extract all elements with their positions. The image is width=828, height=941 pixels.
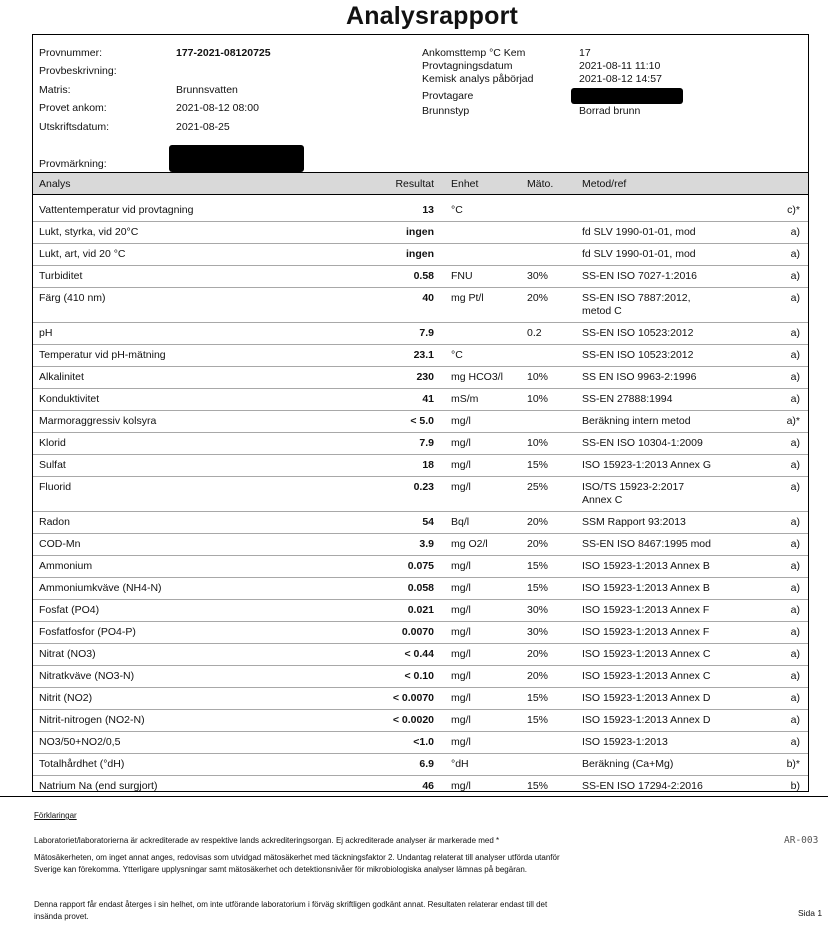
cell-mato: 10% bbox=[521, 433, 576, 455]
table-row bbox=[33, 578, 808, 600]
cell-analys: Totalhårdhet (°dH) bbox=[33, 754, 373, 776]
value-brunnstyp: Borrad brunn bbox=[579, 105, 641, 117]
cell-metod: SS-EN ISO 8467:1995 mod bbox=[576, 534, 746, 556]
cell-resultat: 46 bbox=[373, 776, 445, 793]
cell-note: a) bbox=[746, 622, 808, 644]
cell-note: a) bbox=[746, 389, 808, 411]
cell-analys: pH bbox=[33, 323, 373, 345]
cell-mato: 10% bbox=[521, 367, 576, 389]
cell-enhet: mg/l bbox=[445, 600, 521, 622]
table-row bbox=[33, 367, 808, 389]
cell-mato: 0.2 bbox=[521, 323, 576, 345]
cell-mato bbox=[521, 345, 576, 367]
table-row bbox=[33, 710, 808, 732]
cell-enhet: Bq/l bbox=[445, 512, 521, 534]
cell-mato bbox=[521, 244, 576, 266]
cell-analys: Fosfat (PO4) bbox=[33, 600, 373, 622]
cell-resultat: 0.58 bbox=[373, 266, 445, 288]
cell-mato: 10% bbox=[521, 389, 576, 411]
cell-resultat: 230 bbox=[373, 367, 445, 389]
cell-analys: Marmoraggressiv kolsyra bbox=[33, 411, 373, 433]
table-row bbox=[33, 622, 808, 644]
cell-enhet: mg/l bbox=[445, 556, 521, 578]
cell-enhet: mg/l bbox=[445, 666, 521, 688]
cell-note: a) bbox=[746, 266, 808, 288]
col-resultat: Resultat bbox=[373, 173, 445, 195]
cell-metod-line1: SS-EN ISO 7887:2012, bbox=[582, 292, 691, 304]
cell-resultat: 23.1 bbox=[373, 345, 445, 367]
cell-metod: Beräkning intern metod bbox=[576, 411, 746, 433]
cell-metod: ISO 15923-1:2013 Annex B bbox=[576, 578, 746, 600]
footer-accreditation-text: Laboratoriet/laboratorierna är ackrediterade av respektive lands ackrediteringsorgan. Ej ackrediterade analyser är markerade med * bbox=[34, 836, 500, 845]
cell-resultat: 0.075 bbox=[373, 556, 445, 578]
cell-note: a) bbox=[746, 323, 808, 345]
cell-analys: Temperatur vid pH-mätning bbox=[33, 345, 373, 367]
label-matris: Matris: bbox=[39, 84, 71, 96]
cell-enhet: mg/l bbox=[445, 578, 521, 600]
cell-metod: ISO 15923-1:2013 Annex D bbox=[576, 710, 746, 732]
cell-enhet: °C bbox=[445, 200, 521, 222]
table-row bbox=[33, 288, 808, 323]
table-row bbox=[33, 477, 808, 512]
cell-analys: Radon bbox=[33, 512, 373, 534]
cell-metod: ISO 15923-1:2013 Annex F bbox=[576, 600, 746, 622]
cell-mato bbox=[521, 754, 576, 776]
cell-enhet: mg O2/l bbox=[445, 534, 521, 556]
label-provtagare: Provtagare bbox=[422, 90, 474, 102]
cell-analys: Ammoniumkväve (NH4-N) bbox=[33, 578, 373, 600]
cell-metod: SS-EN ISO 10523:2012 bbox=[576, 345, 746, 367]
cell-resultat: < 0.10 bbox=[373, 666, 445, 688]
footer-uncertainty-text-2: Sverige kan förekomma. Ytterligare upplysningar samt mätosäkerhet och detektionsnivåer för mikrobiologiska analyser lämnas på begäran. bbox=[34, 865, 527, 874]
cell-analys: Alkalinitet bbox=[33, 367, 373, 389]
col-metod: Metod/ref bbox=[576, 173, 746, 195]
table-row bbox=[33, 512, 808, 534]
cell-resultat: 41 bbox=[373, 389, 445, 411]
cell-enhet: mg/l bbox=[445, 455, 521, 477]
cell-mato: 15% bbox=[521, 556, 576, 578]
cell-mato bbox=[521, 411, 576, 433]
cell-resultat: 54 bbox=[373, 512, 445, 534]
cell-note: a) bbox=[746, 477, 808, 512]
cell-analys: Ammonium bbox=[33, 556, 373, 578]
cell-metod bbox=[576, 477, 746, 512]
cell-resultat: 7.9 bbox=[373, 433, 445, 455]
cell-metod bbox=[576, 288, 746, 323]
cell-analys: Fluorid bbox=[33, 477, 373, 512]
cell-note: c)* bbox=[746, 200, 808, 222]
table-row bbox=[33, 389, 808, 411]
cell-enhet bbox=[445, 244, 521, 266]
cell-metod-line2: Annex C bbox=[582, 494, 623, 506]
table-row bbox=[33, 644, 808, 666]
cell-analys: Nitrit-nitrogen (NO2-N) bbox=[33, 710, 373, 732]
table-row bbox=[33, 222, 808, 244]
cell-mato: 30% bbox=[521, 622, 576, 644]
label-kemisk-analys: Kemisk analys påbörjad bbox=[422, 73, 534, 85]
cell-note: a) bbox=[746, 644, 808, 666]
table-row bbox=[33, 732, 808, 754]
cell-resultat: 40 bbox=[373, 288, 445, 323]
footer-uncertainty-text-1: Mätosäkerheten, om inget annat anges, redovisas som utvidgad mätosäkerhet med täckningsfaktor 2. Undantag relaterat till analyser utförda utanför bbox=[34, 853, 560, 862]
report-frame bbox=[32, 34, 809, 792]
cell-metod: ISO 15923-1:2013 Annex G bbox=[576, 455, 746, 477]
cell-metod: ISO 15923-1:2013 Annex C bbox=[576, 666, 746, 688]
cell-note: a) bbox=[746, 367, 808, 389]
cell-mato: 25% bbox=[521, 477, 576, 512]
cell-resultat: < 0.44 bbox=[373, 644, 445, 666]
cell-note: a) bbox=[746, 710, 808, 732]
label-brunnstyp: Brunnstyp bbox=[422, 105, 470, 117]
cell-note: a) bbox=[746, 732, 808, 754]
cell-resultat: 13 bbox=[373, 200, 445, 222]
cell-note: b)* bbox=[746, 754, 808, 776]
table-row bbox=[33, 244, 808, 266]
value-kemisk-analys: 2021-08-12 14:57 bbox=[579, 73, 662, 85]
cell-note: a) bbox=[746, 222, 808, 244]
report-title: Analysrapport bbox=[345, 2, 519, 30]
cell-note: a) bbox=[746, 512, 808, 534]
cell-note: a) bbox=[746, 666, 808, 688]
cell-resultat: 6.9 bbox=[373, 754, 445, 776]
value-matris: Brunnsvatten bbox=[176, 84, 238, 96]
cell-enhet bbox=[445, 222, 521, 244]
cell-enhet bbox=[445, 323, 521, 345]
cell-resultat: < 5.0 bbox=[373, 411, 445, 433]
cell-mato: 20% bbox=[521, 288, 576, 323]
table-row bbox=[33, 345, 808, 367]
cell-metod: SS EN ISO 9963-2:1996 bbox=[576, 367, 746, 389]
table-row bbox=[33, 266, 808, 288]
cell-enhet: mg Pt/l bbox=[445, 288, 521, 323]
cell-mato: 15% bbox=[521, 688, 576, 710]
cell-resultat: 3.9 bbox=[373, 534, 445, 556]
cell-analys: Fosfatfosfor (PO4-P) bbox=[33, 622, 373, 644]
cell-resultat: 0.0070 bbox=[373, 622, 445, 644]
cell-analys: NO3/50+NO2/0,5 bbox=[33, 732, 373, 754]
table-row bbox=[33, 433, 808, 455]
label-utskriftsdatum: Utskriftsdatum: bbox=[39, 121, 110, 133]
cell-mato bbox=[521, 222, 576, 244]
cell-resultat: <1.0 bbox=[373, 732, 445, 754]
page-number: Sida 1 bbox=[798, 908, 823, 918]
cell-metod: SS-EN 27888:1994 bbox=[576, 389, 746, 411]
cell-note: a) bbox=[746, 288, 808, 323]
table-row bbox=[33, 688, 808, 710]
cell-note: a) bbox=[746, 433, 808, 455]
cell-mato: 20% bbox=[521, 512, 576, 534]
cell-resultat: 0.058 bbox=[373, 578, 445, 600]
value-provtagningsdatum: 2021-08-11 11:10 bbox=[579, 60, 661, 72]
cell-analys: Nitrat (NO3) bbox=[33, 644, 373, 666]
table-row bbox=[33, 556, 808, 578]
cell-enhet: mg/l bbox=[445, 622, 521, 644]
cell-metod: ISO 15923-1:2013 Annex C bbox=[576, 644, 746, 666]
cell-enhet: mg/l bbox=[445, 644, 521, 666]
cell-metod: SSM Rapport 93:2013 bbox=[576, 512, 746, 534]
cell-metod-line2: metod C bbox=[582, 305, 622, 317]
cell-analys: Färg (410 nm) bbox=[33, 288, 373, 323]
table-row bbox=[33, 776, 808, 793]
cell-note: a) bbox=[746, 578, 808, 600]
cell-enhet: °C bbox=[445, 345, 521, 367]
cell-resultat: 7.9 bbox=[373, 323, 445, 345]
cell-metod: ISO 15923-1:2013 Annex D bbox=[576, 688, 746, 710]
cell-metod: ISO 15923-1:2013 Annex B bbox=[576, 556, 746, 578]
table-row bbox=[33, 600, 808, 622]
cell-mato: 15% bbox=[521, 455, 576, 477]
cell-mato bbox=[521, 200, 576, 222]
cell-enhet: mS/m bbox=[445, 389, 521, 411]
cell-note: a)* bbox=[746, 411, 808, 433]
cell-metod: SS-EN ISO 10304-1:2009 bbox=[576, 433, 746, 455]
col-note bbox=[746, 173, 808, 195]
cell-note: a) bbox=[746, 556, 808, 578]
footer-rule bbox=[0, 796, 828, 797]
cell-metod: SS-EN ISO 7027-1:2016 bbox=[576, 266, 746, 288]
cell-mato: 15% bbox=[521, 710, 576, 732]
col-analys: Analys bbox=[33, 173, 373, 195]
label-ankomsttemp: Ankomsttemp °C Kem bbox=[422, 47, 526, 59]
cell-analys: Lukt, styrka, vid 20°C bbox=[33, 222, 373, 244]
cell-note: b) bbox=[746, 776, 808, 793]
cell-analys: Klorid bbox=[33, 433, 373, 455]
footer-reproduction-text-2: insända provet. bbox=[34, 912, 89, 921]
redaction-provtagare bbox=[571, 88, 683, 104]
cell-analys: Lukt, art, vid 20 °C bbox=[33, 244, 373, 266]
cell-resultat: < 0.0070 bbox=[373, 688, 445, 710]
cell-mato: 30% bbox=[521, 266, 576, 288]
cell-resultat: 18 bbox=[373, 455, 445, 477]
cell-mato: 15% bbox=[521, 776, 576, 793]
cell-analys: Nitratkväve (NO3-N) bbox=[33, 666, 373, 688]
cell-analys: Sulfat bbox=[33, 455, 373, 477]
cell-analys: Turbiditet bbox=[33, 266, 373, 288]
cell-metod bbox=[576, 200, 746, 222]
cell-note: a) bbox=[746, 455, 808, 477]
cell-metod-line1: ISO/TS 15923-2:2017 bbox=[582, 481, 685, 493]
cell-enhet: mg/l bbox=[445, 776, 521, 793]
cell-resultat: ingen bbox=[373, 222, 445, 244]
value-ankomsttemp: 17 bbox=[579, 47, 591, 59]
cell-metod: SS-EN ISO 17294-2:2016 bbox=[576, 776, 746, 793]
cell-note: a) bbox=[746, 534, 808, 556]
cell-resultat: ingen bbox=[373, 244, 445, 266]
cell-mato bbox=[521, 732, 576, 754]
cell-enhet: FNU bbox=[445, 266, 521, 288]
cell-mato: 30% bbox=[521, 600, 576, 622]
col-mato: Mäto. bbox=[521, 173, 576, 195]
table-row bbox=[33, 455, 808, 477]
table-row bbox=[33, 666, 808, 688]
cell-note: a) bbox=[746, 345, 808, 367]
cell-enhet: mg/l bbox=[445, 411, 521, 433]
cell-mato: 20% bbox=[521, 666, 576, 688]
cell-metod: fd SLV 1990-01-01, mod bbox=[576, 222, 746, 244]
cell-enhet: mg/l bbox=[445, 688, 521, 710]
cell-enhet: mg/l bbox=[445, 433, 521, 455]
value-provnummer: 177-2021-08120725 bbox=[176, 47, 271, 59]
cell-resultat: 0.23 bbox=[373, 477, 445, 512]
label-provmarkning: Provmärkning: bbox=[39, 158, 107, 170]
sample-header bbox=[33, 35, 808, 172]
cell-enhet: °dH bbox=[445, 754, 521, 776]
cell-metod: ISO 15923-1:2013 Annex F bbox=[576, 622, 746, 644]
label-provnummer: Provnummer: bbox=[39, 47, 103, 59]
table-row bbox=[33, 411, 808, 433]
footer-heading: Förklaringar bbox=[34, 811, 77, 820]
cell-enhet: mg HCO3/l bbox=[445, 367, 521, 389]
redaction-marking bbox=[169, 145, 304, 172]
footer-reproduction-text-1: Denna rapport får endast återges i sin helhet, om inte utförande laboratorium i förväg skriftligen godkänt annat. Resultaten relaterar endast till det bbox=[34, 900, 548, 909]
cell-enhet: mg/l bbox=[445, 477, 521, 512]
document-code: AR-003 bbox=[784, 835, 819, 846]
cell-mato: 20% bbox=[521, 644, 576, 666]
cell-analys: Natrium Na (end surgjort) bbox=[33, 776, 373, 793]
cell-resultat: 0.021 bbox=[373, 600, 445, 622]
cell-analys: COD-Mn bbox=[33, 534, 373, 556]
cell-analys: Nitrit (NO2) bbox=[33, 688, 373, 710]
table-row bbox=[33, 754, 808, 776]
analysis-table bbox=[33, 172, 808, 792]
cell-enhet: mg/l bbox=[445, 710, 521, 732]
cell-mato: 20% bbox=[521, 534, 576, 556]
value-utskriftsdatum: 2021-08-25 bbox=[176, 121, 230, 133]
cell-note: a) bbox=[746, 600, 808, 622]
value-provet-ankom: 2021-08-12 08:00 bbox=[176, 102, 259, 114]
cell-metod: SS-EN ISO 10523:2012 bbox=[576, 323, 746, 345]
cell-metod: Beräkning (Ca+Mg) bbox=[576, 754, 746, 776]
col-enhet: Enhet bbox=[445, 173, 521, 195]
table-header-row bbox=[33, 173, 808, 195]
table-row bbox=[33, 534, 808, 556]
table-row bbox=[33, 323, 808, 345]
cell-resultat: < 0.0020 bbox=[373, 710, 445, 732]
table-row bbox=[33, 200, 808, 222]
cell-analys: Vattentemperatur vid provtagning bbox=[33, 200, 373, 222]
label-provtagningsdatum: Provtagningsdatum bbox=[422, 60, 513, 72]
label-provet-ankom: Provet ankom: bbox=[39, 102, 107, 114]
cell-enhet: mg/l bbox=[445, 732, 521, 754]
cell-analys: Konduktivitet bbox=[33, 389, 373, 411]
cell-mato: 15% bbox=[521, 578, 576, 600]
cell-metod: fd SLV 1990-01-01, mod bbox=[576, 244, 746, 266]
cell-metod: ISO 15923-1:2013 bbox=[576, 732, 746, 754]
cell-note: a) bbox=[746, 688, 808, 710]
cell-note: a) bbox=[746, 244, 808, 266]
label-provbeskrivning: Provbeskrivning: bbox=[39, 65, 117, 77]
